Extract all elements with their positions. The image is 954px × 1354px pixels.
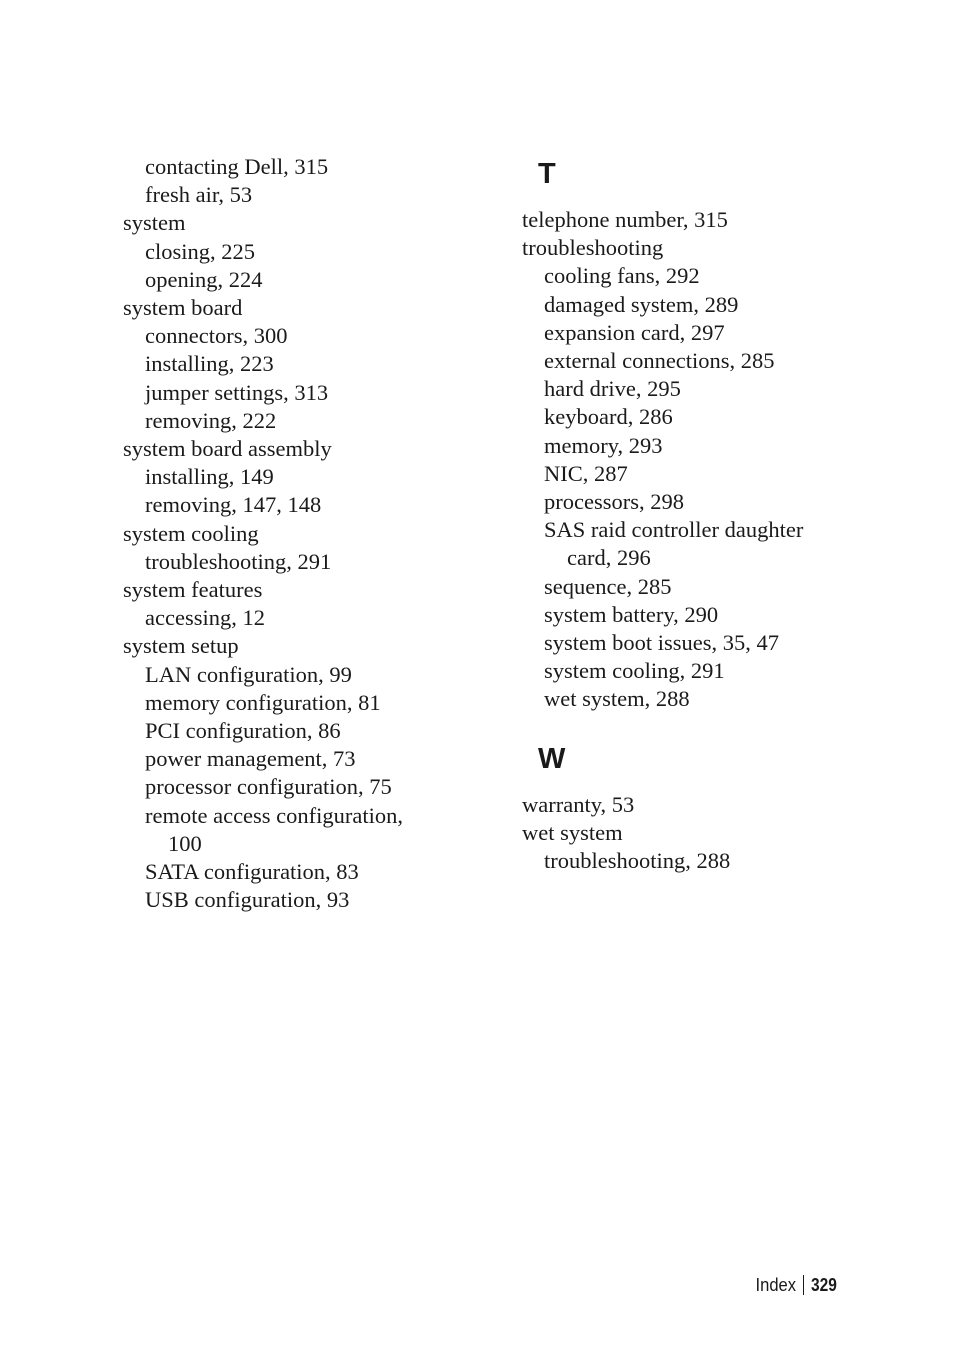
index-subentry: jumper settings, 313 — [145, 379, 329, 405]
index-column-right — [522, 153, 852, 875]
index-subentry: system cooling, 291 — [544, 658, 725, 684]
index-subentry: removing, 222 — [145, 407, 277, 433]
index-subentry-continuation: card, 296 — [567, 545, 651, 571]
footer-divider — [803, 1275, 804, 1295]
index-subentry: troubleshooting, 291 — [145, 548, 332, 574]
index-subentry: fresh air, 53 — [145, 182, 253, 208]
index-subentry: installing, 149 — [145, 464, 274, 490]
index-entry: troubleshooting — [522, 235, 664, 261]
index-subentry: processor configuration, 75 — [145, 774, 392, 800]
footer-section-label: Index — [755, 1274, 797, 1295]
index-subentry: keyboard, 286 — [544, 404, 673, 430]
index-subentry: cooling fans, 292 — [544, 263, 700, 289]
page-footer — [752, 1272, 841, 1298]
index-entry: system board — [123, 295, 243, 321]
section-letter-heading: T — [538, 158, 556, 190]
index-subentry: PCI configuration, 86 — [145, 718, 341, 744]
index-subentry: power management, 73 — [145, 746, 356, 772]
page-number: 329 — [811, 1274, 837, 1295]
index-subentry: USB configuration, 93 — [145, 887, 350, 913]
index-subentry: installing, 223 — [145, 351, 274, 377]
index-entry: telephone number, 315 — [522, 207, 728, 232]
index-entry: wet system — [522, 819, 623, 845]
index-entry: system — [123, 210, 186, 236]
index-column-left — [123, 153, 443, 914]
index-subentry: system battery, 290 — [544, 601, 719, 627]
index-subentry: wet system, 288 — [544, 686, 690, 712]
index-subentry: external connections, 285 — [544, 348, 775, 374]
index-subentry: troubleshooting, 288 — [544, 848, 731, 874]
index-subentry: SAS raid controller daughter — [544, 517, 804, 543]
index-subentry: memory configuration, 81 — [145, 689, 381, 715]
index-subentry: memory, 293 — [544, 432, 663, 458]
index-entry: system setup — [123, 633, 239, 659]
index-subentry: SATA configuration, 83 — [145, 859, 359, 885]
index-subentry: connectors, 300 — [145, 323, 288, 349]
index-subentry: remote access configuration, — [145, 802, 404, 828]
index-subentry-continuation: 100 — [168, 830, 202, 856]
index-entry: system features — [123, 577, 263, 603]
index-subentry: expansion card, 297 — [544, 319, 725, 345]
index-entry: warranty, 53 — [522, 791, 635, 817]
index-entry: system board assembly — [123, 436, 332, 462]
index-subentry: contacting Dell, 315 — [145, 154, 329, 179]
index-subentry: removing, 147, 148 — [145, 492, 322, 518]
index-entry: system cooling — [123, 520, 259, 546]
index-subentry: sequence, 285 — [544, 573, 672, 599]
section-letter-heading: W — [538, 742, 566, 775]
index-subentry: opening, 224 — [145, 266, 263, 292]
index-subentry: processors, 298 — [544, 489, 684, 515]
index-subentry: LAN configuration, 99 — [145, 661, 352, 687]
index-subentry: system boot issues, 35, 47 — [544, 630, 780, 656]
index-subentry: damaged system, 289 — [544, 291, 739, 317]
index-subentry: accessing, 12 — [145, 605, 265, 631]
index-subentry: hard drive, 295 — [544, 376, 681, 402]
index-subentry: NIC, 287 — [544, 460, 628, 486]
index-subentry: closing, 225 — [145, 238, 255, 264]
